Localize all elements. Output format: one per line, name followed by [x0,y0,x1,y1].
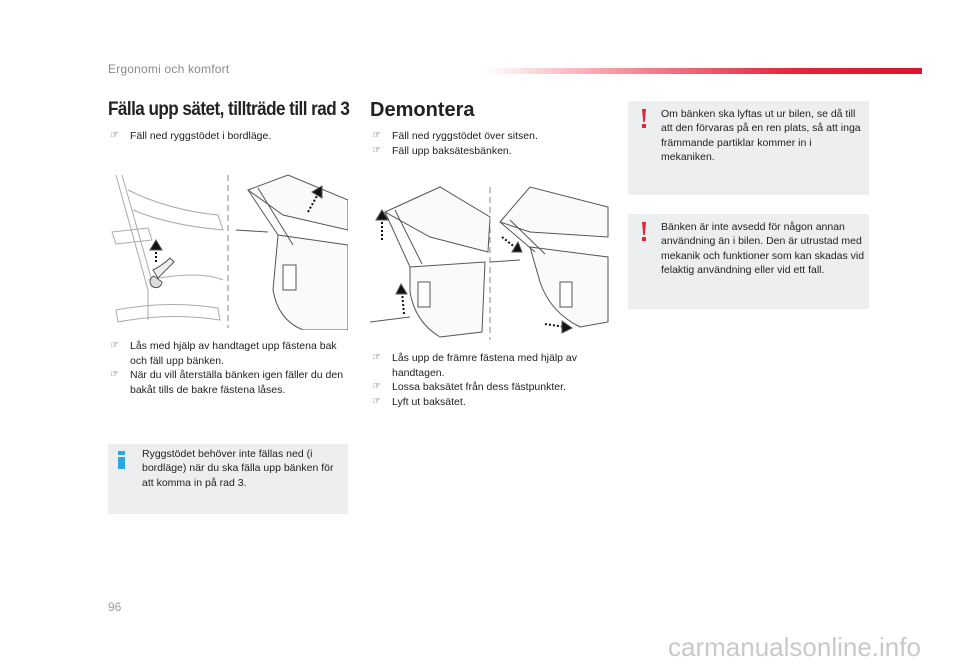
info-note-box [108,444,348,514]
pointing-finger-icon: ☞ [372,144,381,156]
bench-drawing-right [490,187,608,327]
folded-bench-drawing [236,175,348,330]
info-icon [118,451,126,469]
list-item: ☞ Lås med hjälp av handtaget upp fästena bak och fäll upp bänken. [110,340,337,367]
pointing-finger-icon: ☞ [110,130,119,141]
list-item: ☞ Lyft ut baksätet. [372,395,466,408]
list-item: ☞ Fäll ned ryggstödet i bordläge. [110,130,272,142]
pointing-finger-icon: ☞ [372,381,381,392]
release-handle-drawing [150,258,174,288]
list-item: ☞ Lossa baksätet från dess fästpunkter. [372,381,566,393]
pointing-finger-icon: ☞ [110,369,119,380]
warning-text-2: Bänken är inte avsedd för någon annan användning än i bilen. Den är utrustad med mekanik och funktioner som kan skadas vid felaktig användning eller vid ett fall. [661,221,865,276]
middle-steps-bottom [370,351,610,409]
list-item: ☞ Fäll upp baksätesbänken. [372,144,512,157]
pointing-finger-icon: ☞ [372,352,381,363]
info-note-text: Ryggstödet behöver inte fällas ned (i bordläge) när du ska fälla upp bänken för att komma in på rad 3. [142,448,334,489]
list-item: ☞ När du vill återställa bänken igen fäller du den bakåt tills de bakre fästena låses. [110,369,344,396]
list-item: ☞ Lås upp de främre fästena med hjälp av handtagen. [372,352,578,379]
pointing-finger-icon: ☞ [372,395,381,407]
middle-heading: Demontera [370,99,475,121]
middle-steps-top [370,129,610,158]
seat-fold-illustration [108,170,348,330]
left-steps-bottom [108,339,348,397]
arrow-right-icon [502,237,522,252]
bench-drawing-left [370,187,490,337]
left-steps-top [108,129,348,144]
arrow-up-icon [150,240,162,262]
seat-frame-drawing [112,175,223,322]
warning-box-2 [628,214,869,309]
warning-icon [641,109,649,128]
left-heading: Fälla upp sätet, tillträde till rad 3 [108,99,350,120]
watermark: carmanualsonline.info [668,632,921,662]
arrow-right-icon [545,321,572,333]
warning-icon [641,222,649,241]
pointing-finger-icon: ☞ [372,130,381,141]
bench-removal-illustration [370,182,610,342]
header-accent-bar [484,68,922,74]
warning-box-1 [628,101,869,195]
arrow-up-icon [396,284,407,314]
section-title: Ergonomi och komfort [108,62,230,76]
page-number: 96 [108,600,122,614]
list-item: ☞ Fäll ned ryggstödet över sitsen. [372,130,538,142]
warning-text-1: Om bänken ska lyftas ut ur bilen, se då till att den förvaras på en ren plats, så att inga främmande partiklar kommer in i mekaniken. [661,108,861,163]
pointing-finger-icon: ☞ [110,340,119,351]
